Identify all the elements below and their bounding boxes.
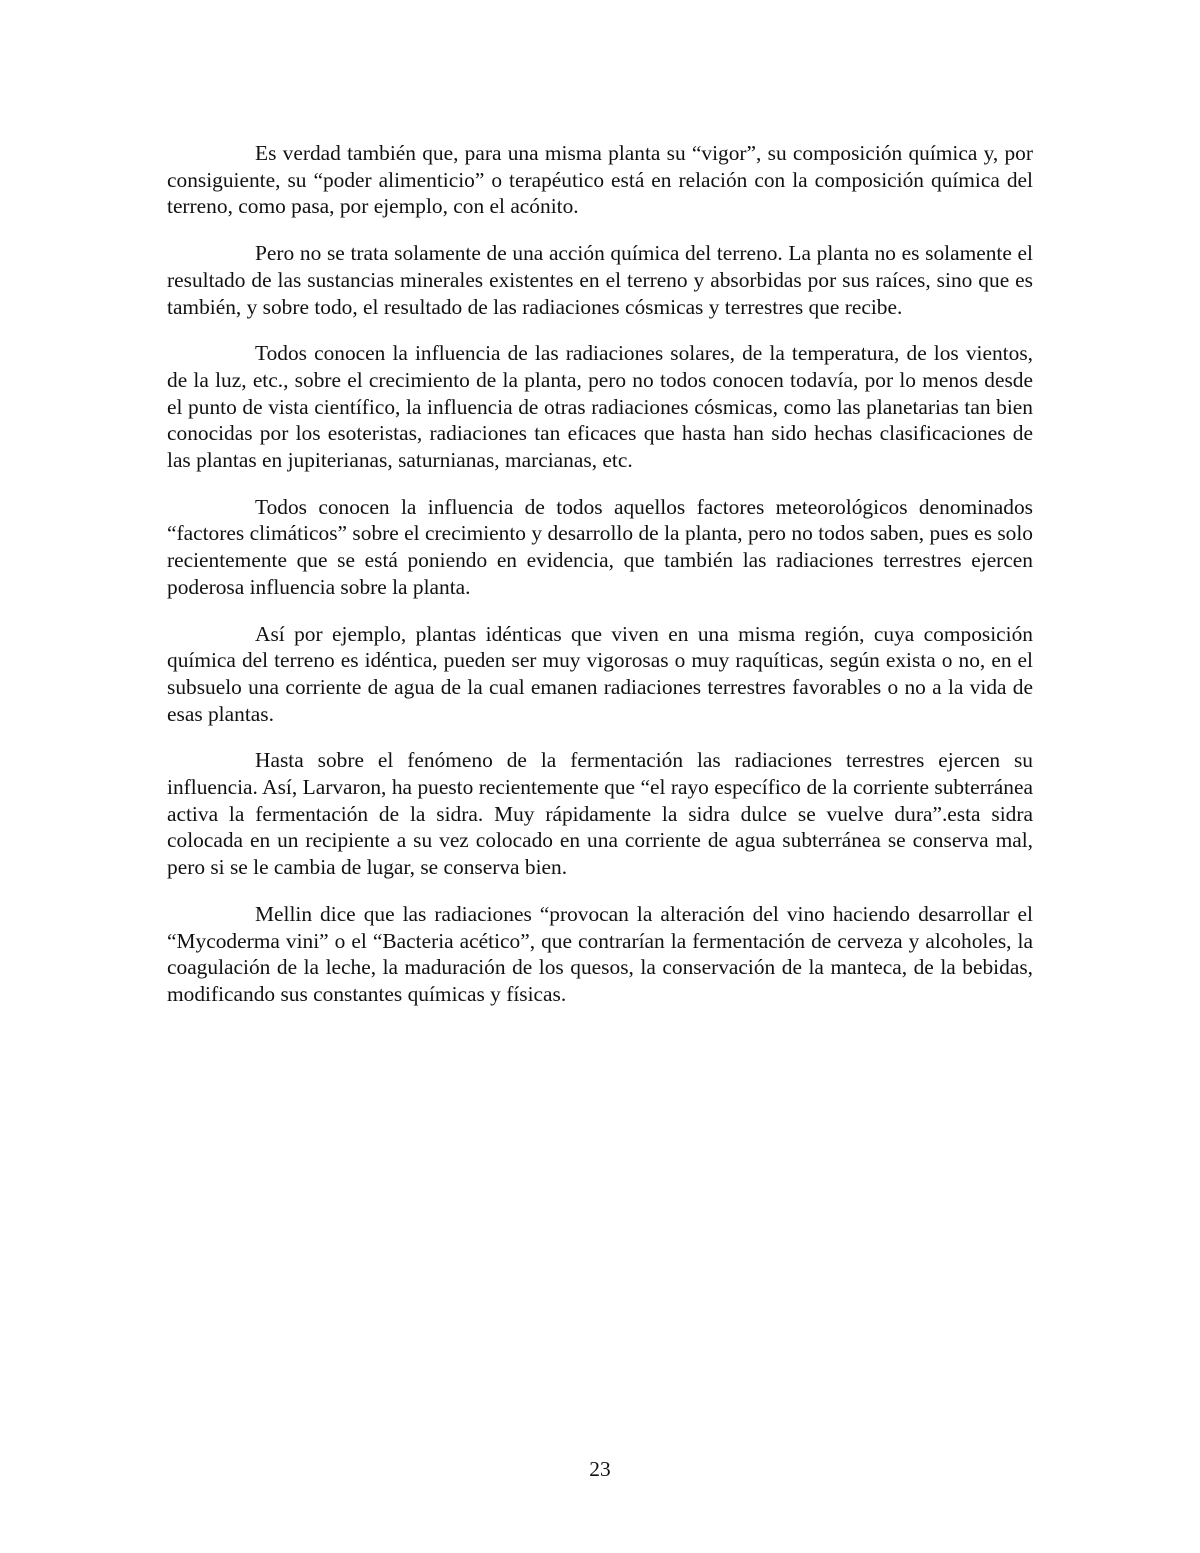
paragraph-4: Todos conocen la influencia de todos aquellos factores meteorológicos denominados “factores climáticos” sobre el crecimiento y desarrollo de la planta, pero no todos saben, pues es solo recientemente que se está poniendo en evidencia, que también las radiaciones terrestres ejercen poderosa influencia sobre la planta. [167, 494, 1033, 599]
paragraph-3: Todos conocen la influencia de las radiaciones solares, de la temperatura, de los vientos, de la luz, etc., sobre el crecimiento de la planta, pero no todos conocen todavía, por lo menos desde el punto de vista científico, la influencia de otras radiaciones cósmicas, como las planetarias tan bien conocidas por los esoteristas, radiaciones tan eficaces que hasta han sido hechas clasificaciones de las plantas en jupiterianas, saturnianas, marcianas, etc. [167, 341, 1033, 473]
paragraph-1: Es verdad también que, para una misma planta su “vigor”, su composición química y, por consiguiente, su “poder alimenticio” o terapéutico está en relación con la composición química del terreno, como pasa, por ejemplo, con el acónito. [167, 141, 1033, 219]
paragraph-7: Mellin dice que las radiaciones “provocan la alteración del vino haciendo desarrollar el “Mycoderma vini” o el “Bacteria acético”, que contrarían la fermentación de cerveza y alcoholes, la coagulación de la leche, la maduración de los quesos, la conservación de la manteca, de la bebidas, modificando sus constantes químicas y físicas. [167, 901, 1033, 1006]
paragraph-2: Pero no se trata solamente de una acción química del terreno. La planta no es solamente el resultado de las sustancias minerales existentes en el terreno y absorbidas por sus raíces, sino que es también, y sobre todo, el resultado de las radiaciones cósmicas y terrestres que recibe. [167, 241, 1033, 319]
page-number: 23 [589, 1457, 611, 1481]
paragraph-5: Así por ejemplo, plantas idénticas que viven en una misma región, cuya composición química del terreno es idéntica, pueden ser muy vigorosas o muy raquíticas, según exista o no, en el subsuelo una corriente de agua de la cual emanen radiaciones terrestres favorables o no a la vida de esas plantas. [167, 621, 1033, 726]
paragraph-6: Hasta sobre el fenómeno de la fermentación las radiaciones terrestres ejercen su influencia. Así, Larvaron, ha puesto recientemente que “el rayo específico de la corriente subterránea activa la fermentación de la sidra. Muy rápidamente la sidra dulce se vuelve dura”.esta sidra colocada en un recipiente a su vez colocado en una corriente de agua subterránea se conserva mal, pero si se le cambia de lugar, se conserva bien. [167, 748, 1033, 880]
body-text [167, 140, 1033, 1028]
